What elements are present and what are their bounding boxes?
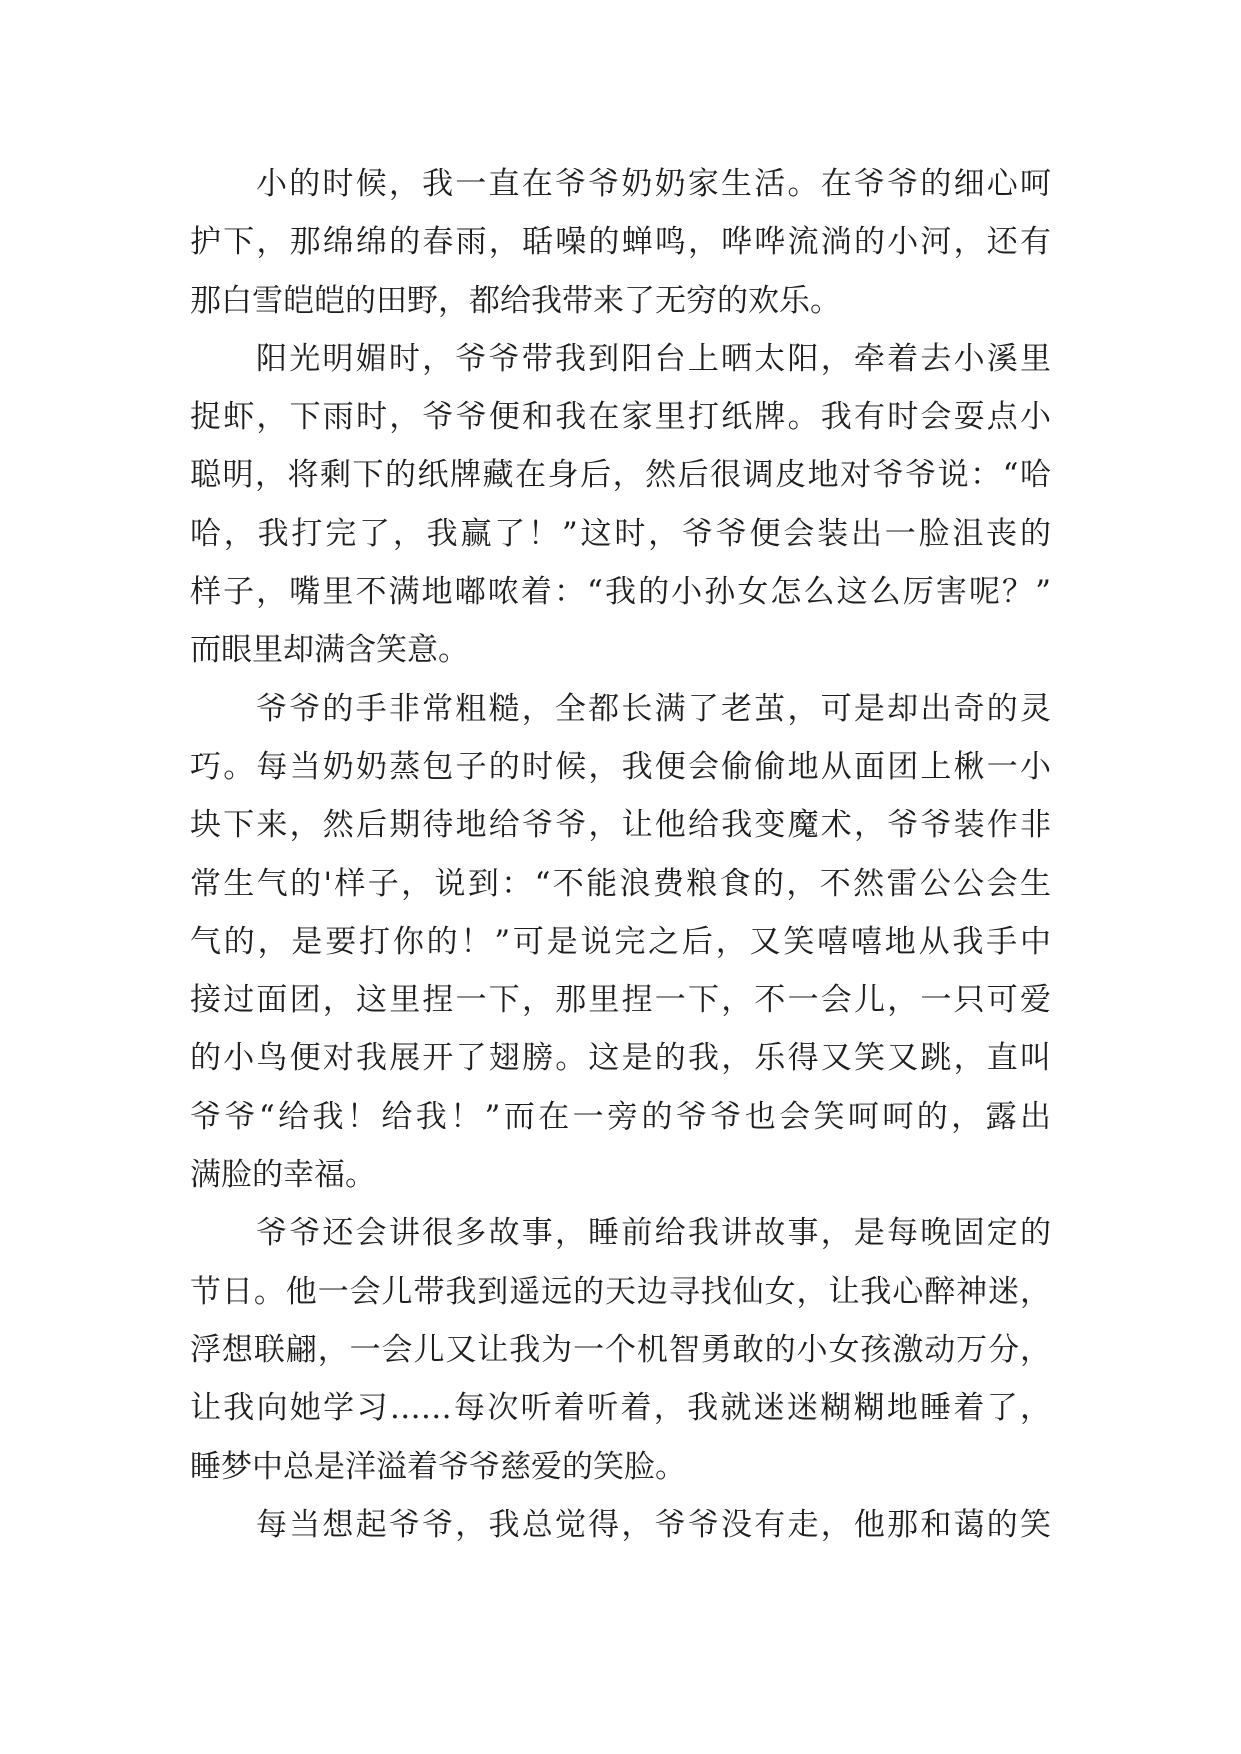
text-line: 爷爷的手非常粗糙，全都长满了老茧，可是却出奇的灵	[256, 690, 1051, 727]
text-line: 块下来，然后期待地给爷爷，让他给我变魔术，爷爷装作非	[190, 807, 1051, 844]
text-line: 而眼里却满含笑意。	[190, 632, 469, 669]
paragraph-1	[190, 155, 1051, 330]
paragraph-5	[190, 1496, 1051, 1554]
text-line: 阳光明媚时，爷爷带我到阳台上晒太阳，牵着去小溪里	[256, 340, 1051, 377]
text-line: 样子，嘴里不满地嘟哝着：“我的小孙女怎么这么厉害呢？”	[190, 574, 1051, 611]
text-line: 每当想起爷爷，我总觉得，爷爷没有走，他那和蔼的笑	[256, 1506, 1051, 1543]
text-line: 接过面团，这里捏一下，那里捏一下，不一会儿，一只可爱	[190, 982, 1051, 1019]
text-line: 巧。每当奶奶蒸包子的时候，我便会偷偷地从面团上楸一小	[190, 748, 1051, 785]
paragraph-3	[190, 680, 1051, 1205]
body-text	[190, 155, 1051, 1554]
text-line: 护下，那绵绵的春雨，聒噪的蝉鸣，哗哗流淌的小河，还有	[190, 224, 1051, 261]
text-line: 那白雪皑皑的田野，都给我带来了无穷的欢乐。	[190, 282, 841, 319]
text-line: 常生气的'样子，说到：“不能浪费粮食的，不然雷公公会生	[190, 865, 1051, 902]
text-line: 爷爷还会讲很多故事，睡前给我讲故事，是每晚固定的	[256, 1215, 1051, 1252]
text-line: 聪明，将剩下的纸牌藏在身后，然后很调皮地对爷爷说：“哈	[190, 457, 1051, 494]
paragraph-4	[190, 1204, 1051, 1495]
text-line: 哈，我打完了，我赢了！”这时，爷爷便会装出一脸沮丧的	[190, 515, 1051, 552]
text-line: 气的，是要打你的！”可是说完之后，又笑嘻嘻地从我手中	[190, 923, 1051, 960]
text-line: 爷爷“给我！给我！”而在一旁的爷爷也会笑呵呵的，露出	[190, 1098, 1051, 1135]
text-line: 节日。他一会儿带我到遥远的天边寻找仙女，让我心醉神迷，	[190, 1273, 1051, 1310]
text-line: 小的时候，我一直在爷爷奶奶家生活。在爷爷的细心呵	[256, 166, 1051, 202]
text-line: 浮想联翩，一会儿又让我为一个机智勇敢的小女孩激动万分，	[190, 1331, 1051, 1368]
text-line: 捉虾，下雨时，爷爷便和我在家里打纸牌。我有时会耍点小	[190, 399, 1051, 436]
text-line: 让我向她学习……每次听着听着，我就迷迷糊糊地睡着了，	[190, 1390, 1051, 1427]
paragraph-2	[190, 330, 1051, 680]
text-line: 的小鸟便对我展开了翅膀。这是的我，乐得又笑又跳，直叫	[190, 1040, 1051, 1077]
text-line: 睡梦中总是洋溢着爷爷慈爱的笑脸。	[190, 1448, 686, 1485]
text-line: 满脸的幸福。	[190, 1157, 376, 1194]
